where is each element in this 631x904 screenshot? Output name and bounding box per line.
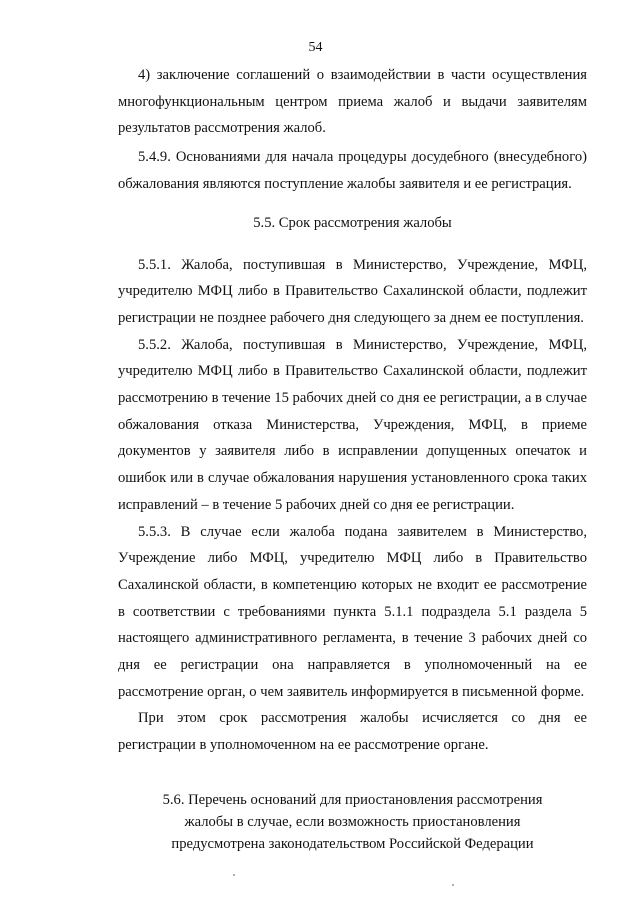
paragraph-5-5-3: 5.5.3. В случае если жалоба подана заявителем в Министерство, Учреждение либо МФЦ, учредителю МФЦ либо в Правительство Сахалинской области, в компетенцию которых не входит ее рассмотрение в соответствии с требованиями пункта 5.1.1 подраздела 5.1 раздела 5 настоящего административного регламента, в течение 3 рабочих дней со дня ее регистрации она направляется в уполномоченный на ее рассмотрение орган, о чем заявитель информируется в письменной форме. bbox=[118, 523, 587, 700]
paragraph-5-5-2: 5.5.2. Жалоба, поступившая в Министерство, Учреждение, МФЦ, учредителю МФЦ либо в Правительство Сахалинской области, подлежит рассмотрению в течение 15 рабочих дней со дня ее регистрации, а в случае обжалования отказа Министерства, Учреждения, МФЦ, в приеме документов у заявителя либо в исправлении допущенных опечаток и ошибок или в случае обжалования нарушения установленного срока таких исправлений – в течение 5 рабочих дней со дня ее регистрации. bbox=[118, 336, 587, 513]
section-heading-line: предусмотрена законодательством Российской Федерации bbox=[171, 835, 534, 852]
scan-speck bbox=[233, 874, 235, 876]
section-heading-line: жалобы в случае, если возможность приостановления bbox=[184, 813, 521, 830]
page-number: 54 bbox=[308, 40, 323, 55]
paragraph-review-period: При этом срок рассмотрения жалобы исчисляется со дня ее регистрации в уполномоченном на ее рассмотрение органе. bbox=[118, 710, 587, 754]
section-heading-line: 5.6. Перечень оснований для приостановления рассмотрения bbox=[162, 791, 543, 808]
paragraph-5-4-9: 5.4.9. Основаниями для начала процедуры досудебного (внесудебного) обжалования являются поступление жалобы заявителя и ее регистрация. bbox=[118, 149, 587, 192]
section-heading-5-6 bbox=[118, 789, 587, 855]
section-heading-5-5: 5.5. Срок рассмотрения жалобы bbox=[253, 214, 452, 231]
paragraph-5-5-1: 5.5.1. Жалоба, поступившая в Министерство, Учреждение, МФЦ, учредителю МФЦ либо в Правительство Сахалинской области, подлежит регистрации не позднее рабочего дня следующего за днем ее поступления. bbox=[118, 256, 587, 326]
paragraph-4-agreements: 4) заключение соглашений о взаимодействии в части осуществления многофункциональным центром приема жалоб и выдачи заявителям результатов рассмотрения жалоб. bbox=[118, 67, 587, 137]
scan-speck bbox=[452, 884, 454, 886]
page-content bbox=[118, 62, 587, 855]
